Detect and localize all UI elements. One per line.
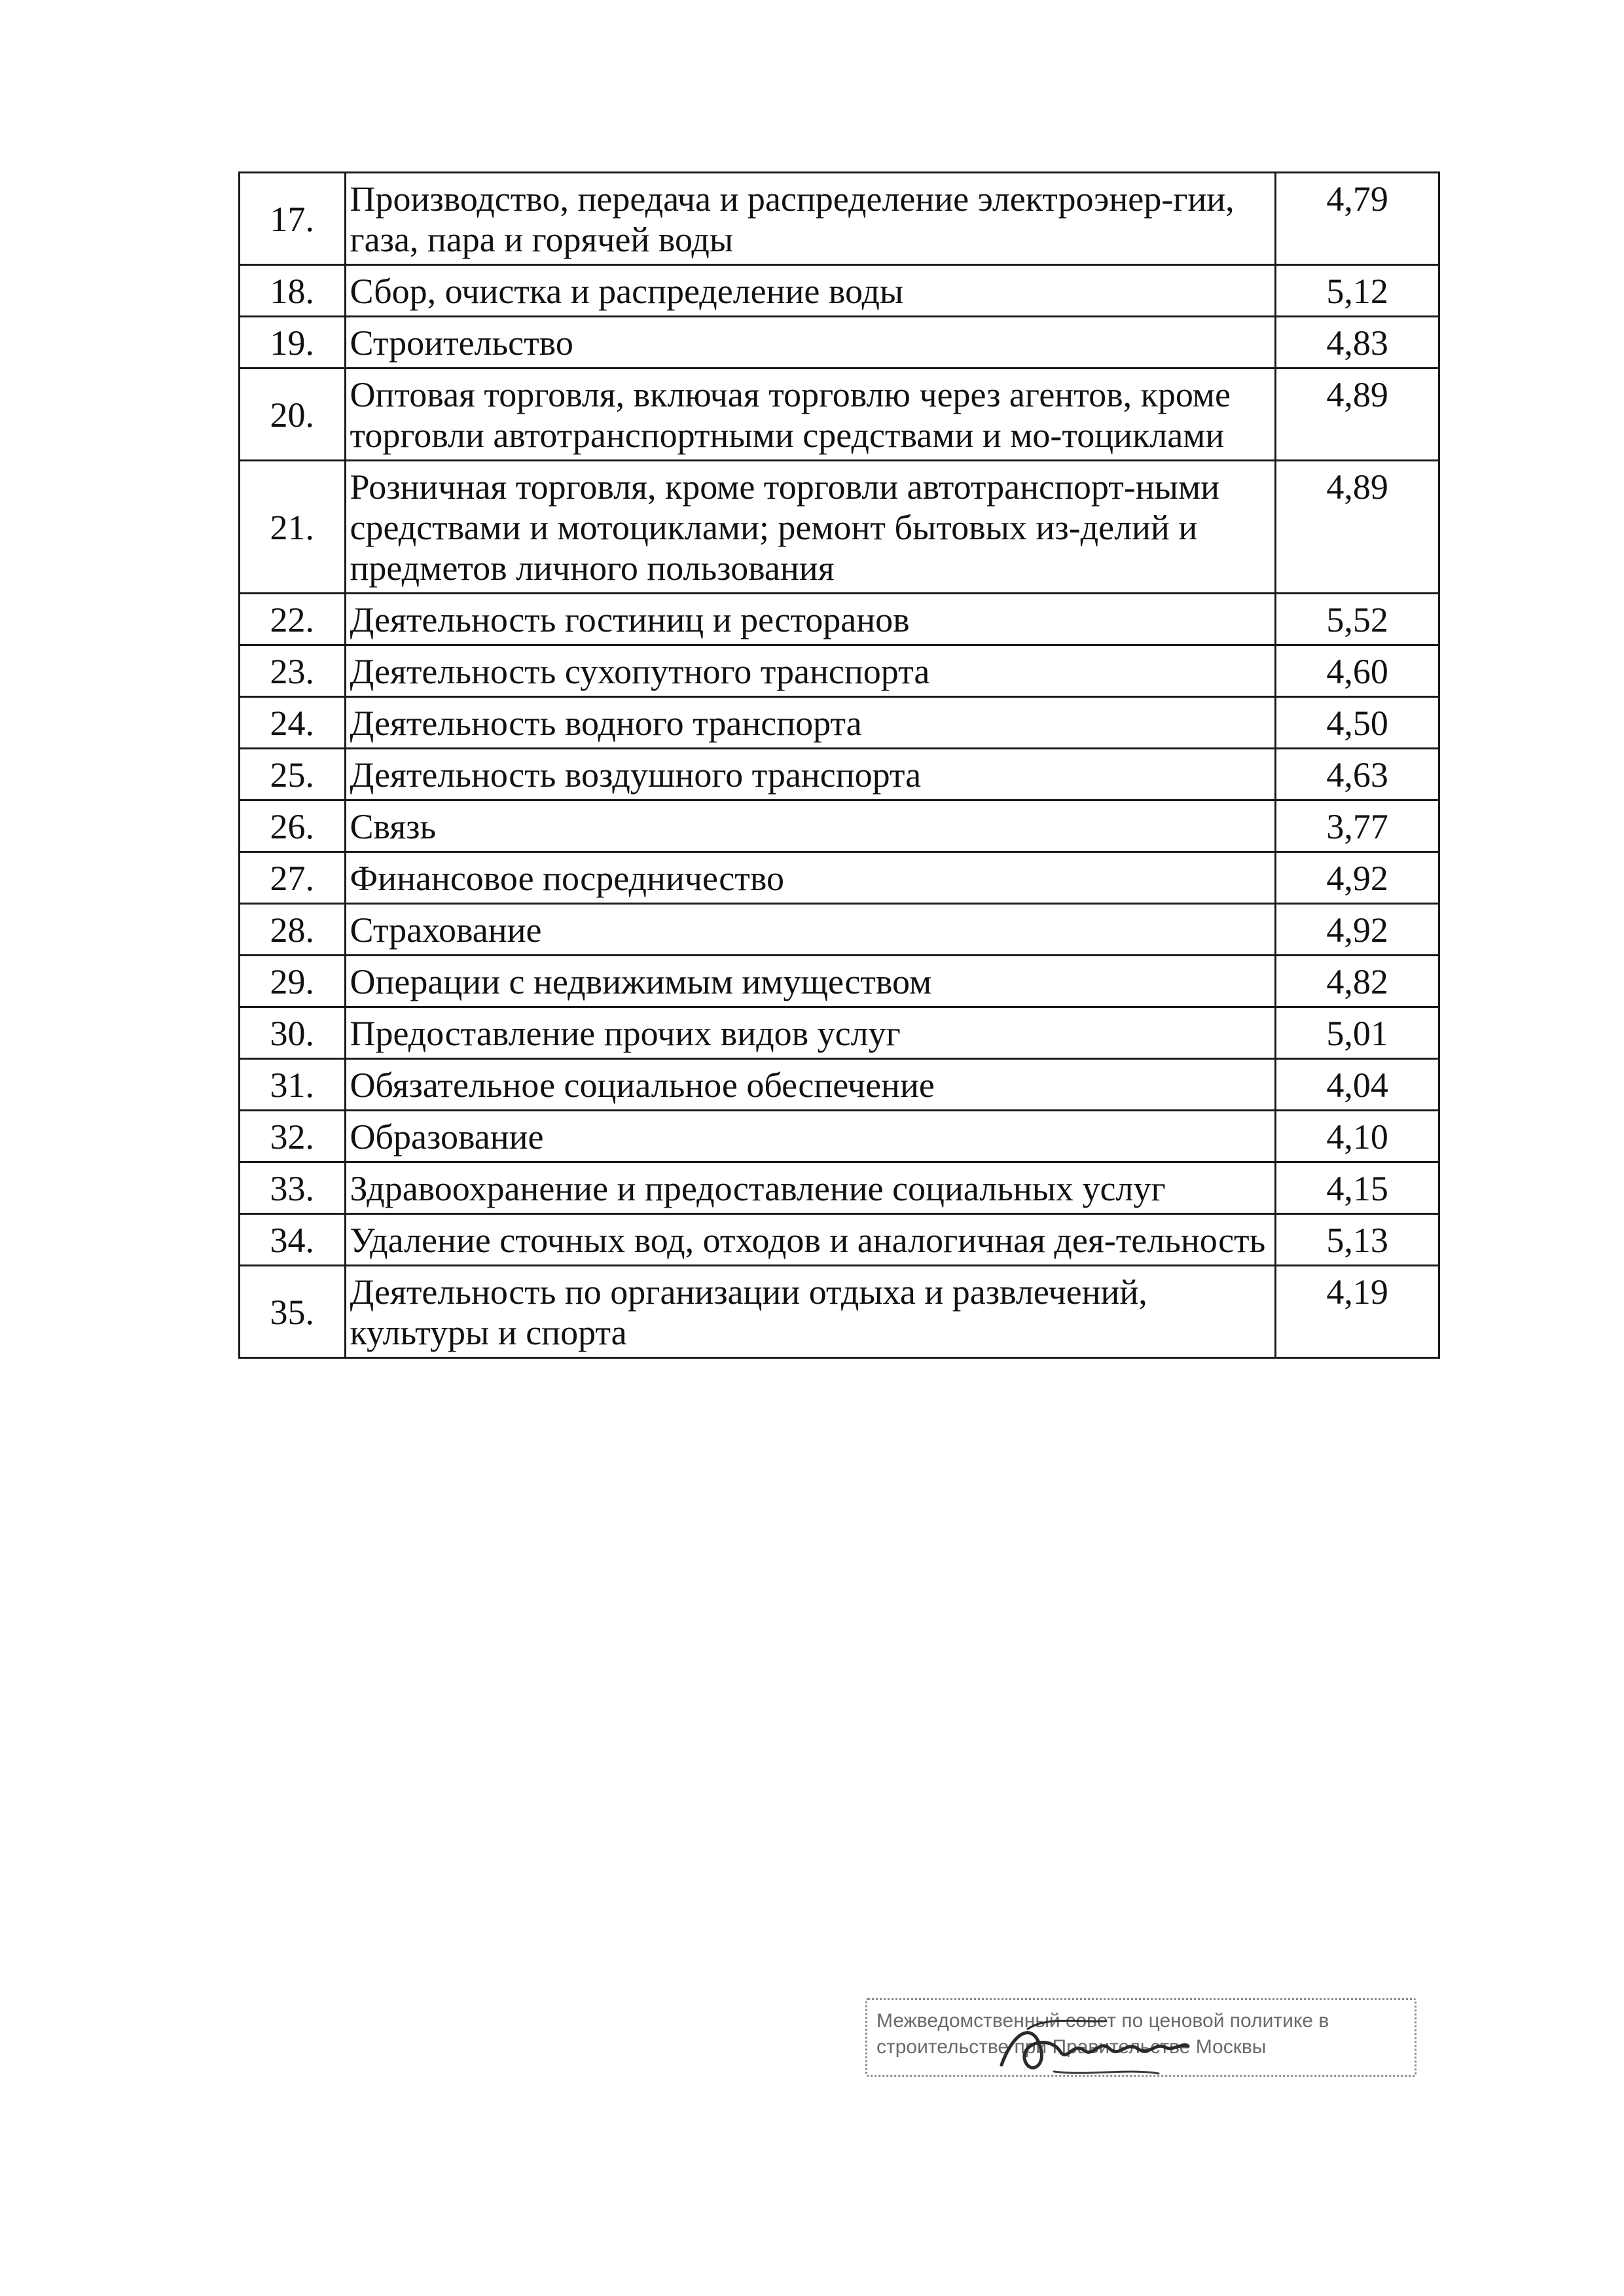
activity-name: Деятельность гостиниц и ресторанов [345,594,1276,645]
row-number: 33. [240,1162,346,1214]
activity-name: Операции с недвижимым имуществом [345,956,1276,1007]
rate-value: 5,52 [1276,594,1439,645]
rate-value: 5,13 [1276,1214,1439,1266]
rate-value: 4,82 [1276,956,1439,1007]
row-number: 26. [240,800,346,852]
signature-icon [988,2003,1198,2088]
activity-name: Деятельность водного транспорта [345,697,1276,749]
rates-table-body [240,173,1439,1358]
activity-name: Оптовая торговля, включая торговлю через агентов, кроме торговли автотранспортными средствами и мо-тоциклами [345,368,1276,461]
rate-value: 4,04 [1276,1059,1439,1111]
rate-value: 4,10 [1276,1111,1439,1162]
rate-value: 4,79 [1276,173,1439,265]
rate-value: 4,50 [1276,697,1439,749]
table-row [240,1111,1439,1162]
table-row [240,1162,1439,1214]
row-number: 28. [240,904,346,956]
row-number: 27. [240,852,346,904]
row-number: 24. [240,697,346,749]
table-row [240,956,1439,1007]
table-row [240,317,1439,368]
row-number: 19. [240,317,346,368]
table-row [240,904,1439,956]
row-number: 20. [240,368,346,461]
row-number: 35. [240,1266,346,1358]
rate-value: 4,60 [1276,645,1439,697]
row-number: 23. [240,645,346,697]
row-number: 22. [240,594,346,645]
row-number: 25. [240,749,346,800]
table-row [240,645,1439,697]
rate-value: 5,01 [1276,1007,1439,1059]
stamp-line-1: Межведомственный совет по ценовой политике в [876,2010,1329,2032]
rate-value: 4,92 [1276,852,1439,904]
row-number: 34. [240,1214,346,1266]
table-row [240,852,1439,904]
rate-value: 4,83 [1276,317,1439,368]
table-row [240,800,1439,852]
stamp-line-2: строительстве при Правительстве Москвы [876,2036,1267,2058]
table-row [240,1214,1439,1266]
activity-name: Образование [345,1111,1276,1162]
table-row [240,265,1439,317]
activity-name: Сбор, очистка и распределение воды [345,265,1276,317]
rate-value: 5,12 [1276,265,1439,317]
activity-name: Деятельность воздушного транспорта [345,749,1276,800]
row-number: 32. [240,1111,346,1162]
activity-name: Производство, передача и распределение электроэнер-гии, газа, пара и горячей воды [345,173,1276,265]
activity-name: Розничная торговля, кроме торговли автотранспорт-ными средствами и мотоциклами; ремонт бытовых из-делий и предметов личного пользования [345,461,1276,594]
activity-name: Предоставление прочих видов услуг [345,1007,1276,1059]
rate-value: 4,89 [1276,461,1439,594]
activity-name: Деятельность по организации отдыха и развлечений, культуры и спорта [345,1266,1276,1358]
table-row [240,749,1439,800]
row-number: 30. [240,1007,346,1059]
row-number: 18. [240,265,346,317]
rate-value: 4,89 [1276,368,1439,461]
row-number: 29. [240,956,346,1007]
table-row [240,1007,1439,1059]
activity-name: Деятельность сухопутного транспорта [345,645,1276,697]
table-row [240,1266,1439,1358]
rate-value: 4,63 [1276,749,1439,800]
activity-name: Связь [345,800,1276,852]
activity-name: Страхование [345,904,1276,956]
rate-value: 4,92 [1276,904,1439,956]
row-number: 31. [240,1059,346,1111]
table-row [240,1059,1439,1111]
rate-value: 4,15 [1276,1162,1439,1214]
table-row [240,594,1439,645]
activity-name: Финансовое посредничество [345,852,1276,904]
table-row [240,173,1439,265]
row-number: 17. [240,173,346,265]
activity-name: Удаление сточных вод, отходов и аналогичная дея-тельность [345,1214,1276,1266]
table-row [240,461,1439,594]
activity-name: Здравоохранение и предоставление социальных услуг [345,1162,1276,1214]
activity-name: Строительство [345,317,1276,368]
activity-name: Обязательное социальное обеспечение [345,1059,1276,1111]
rate-value: 3,77 [1276,800,1439,852]
row-number: 21. [240,461,346,594]
rate-value: 4,19 [1276,1266,1439,1358]
rates-table [238,171,1440,1359]
table-row [240,697,1439,749]
table-row [240,368,1439,461]
